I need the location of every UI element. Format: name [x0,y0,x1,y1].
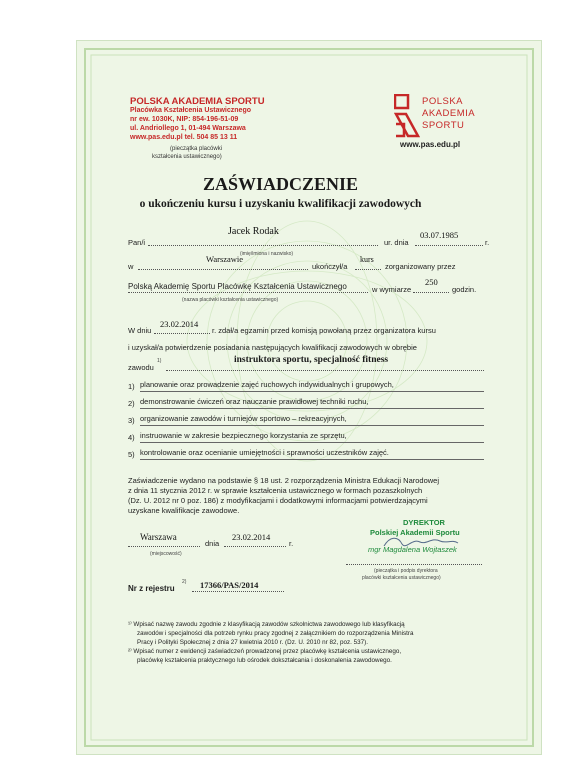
issue-date-prefix: dnia [205,539,220,548]
qualification-line [140,442,484,443]
director-caption-1: (pieczątka i podpis dyrektora [374,568,438,574]
director-title: DYREKTOR [403,518,445,527]
stamp-address: ul. Andriollego 1, 01-494 Warszawa [130,125,246,132]
issue-date-suffix: r. [289,539,294,548]
pas-logo-icon [394,94,420,138]
institution-name: Polską Akademię Sportu Placówkę Kształcenia Ustawicznego [128,282,347,291]
profession-prefix: zawodu [128,363,154,372]
qualification-num: 4) [128,433,135,442]
qualification-text: organizowanie zawodów i turniejów sportowo – rekreacyjnych, [140,414,347,423]
hours-dotted-line [413,292,449,293]
dob-suffix: r. [485,238,490,247]
certificate-title: ZAŚWIADCZENIE [202,174,359,194]
place-type: kurs [360,255,374,264]
stamp-contact: www.pas.edu.pl tel. 504 85 13 11 [130,134,238,141]
exam-line-1: r. zdał/a egzamin przed komisją powołaną przez organizatora kursu [212,326,436,335]
exam-date: 23.02.2014 [160,319,199,329]
stamp-caption-1: (pieczątka placówki [170,146,223,152]
hours-suffix: godzin. [452,285,477,294]
stamp-caption-2: kształcenia ustawicznego) [152,154,222,160]
exam-prefix: W dniu [128,326,152,335]
issue-city: Warszawa [140,532,177,542]
registry-number: 17366/PAS/2014 [200,580,259,590]
name-dotted-line [148,245,378,246]
place-city: Warszawie [206,254,244,264]
stamp-unit: Placówka Kształcenia Ustawicznego [130,107,251,114]
place-prefix: w [128,262,134,271]
qualification-line [140,408,484,409]
dob-prefix: ur. dnia [384,238,409,247]
director-caption-2: placówki kształcenia ustawicznego) [362,575,441,581]
qualification-text: demonstrowanie ćwiczeń oraz nauczanie prawidłowej techniki ruchu, [140,397,369,406]
qualification-text: kontrolowanie oraz ocenianie umiejętności i sprawności uczestników zajęć. [140,448,389,457]
qualification-num: 1) [128,382,135,391]
institution-hours: 250 [425,277,438,287]
qualification-num: 3) [128,416,135,425]
profession-dotted-line [166,370,484,371]
hours-prefix: w wymiarze [372,285,412,294]
footnote-line: ¹⁾ Wpisać nazwę zawodu zgodnie z klasyfikacją zawodów szkolnictwa zawodowego lub klasyfikacją [128,621,405,628]
qualification-num: 5) [128,450,135,459]
qualification-line [140,391,484,392]
completed-text: ukończył/a [312,262,348,271]
logo-line-3: SPORTU [422,120,465,131]
issue-city-caption: (miejscowość) [150,551,182,557]
qualification-line [140,425,484,426]
certificate-subtitle: o ukończeniu kursu i uzyskaniu kwalifikacji zawodowych [139,198,422,210]
dob-dotted-line [415,245,483,246]
stamp-name: POLSKA AKADEMIA SPORTU [130,96,265,107]
stamp-reg: nr ew. 1030K, NIP: 854-196-51-09 [130,116,239,123]
qualification-text: planowanie oraz prowadzenie zajęć ruchowych indywidualnych i grupowych, [140,380,394,389]
basis-line: (Dz. U. 2012 nr 0 poz. 186) z modyfikacjami i dodatkowymi informacjami potwierdzającymi [128,496,428,505]
institution-dotted-line [128,292,368,293]
footnote-line: ²⁾ Wpisać numer z ewidencji zaświadczeń prowadzonej przez placówkę kształcenia ustawicznego, [128,648,402,655]
basis-line: uzyskane kwalifikacje zawodowe. [128,506,240,515]
person-prefix: Pan/i [128,238,146,247]
profession-footnote-ref: 1) [157,358,162,364]
registry-dotted-line [192,591,284,592]
person-dob: 03.07.1985 [420,230,459,240]
basis-line: z dnia 11 stycznia 2012 r. w sprawie kształcenia ustawicznego w formach pozaszkolnych [128,486,423,495]
issue-city-dotted-line [128,546,200,547]
director-name: mgr Magdalena Wojtaszek [368,545,457,554]
logo-url: www.pas.edu.pl [400,140,461,149]
logo-line-2: AKADEMIA [422,108,476,119]
qualification-line [140,459,484,460]
exam-line-2: i uzyskał/a potwierdzenie posiadania następujących kwalifikacji zawodowych w obrębie [128,343,417,352]
registry-label: Nr z rejestru [128,584,175,593]
organized-text: zorganizowany przez [385,262,456,271]
type-dotted-line [355,269,381,270]
exam-date-dotted-line [154,333,210,334]
name-caption: (imię/imiona i nazwisko) [240,251,294,257]
basis-line: Zaświadczenie wydano na podstawie § 18 ust. 2 rozporządzenia Ministra Edukacji Narodowej [128,476,440,485]
qualification-num: 2) [128,399,135,408]
city-dotted-line [138,269,308,270]
qualification-text: instruowanie w zakresie bezpiecznego korzystania ze sprzętu, [140,431,347,440]
footnote-line: placówkę kształcenia praktycznego lub ośrodek dokształcania i doskonalenia zawodowego. [137,657,392,664]
person-name: Jacek Rodak [228,226,279,237]
profession: instruktora sportu, specjalność fitness [234,355,389,365]
footnote-line: Pracy i Polityki Społecznej z dnia 27 kwietnia 2010 r. (Dz. U. 2010 nr 82, poz. 537). [137,639,369,646]
logo-line-1: POLSKA [422,96,464,107]
footnote-line: zawodów i specjalności dla potrzeb rynku pracy zgodnej z załącznikiem do rozporządzenia Ministra [137,630,414,637]
director-org: Polskiej Akademii Sportu [370,528,460,537]
registry-footnote-ref: 2) [182,579,187,585]
issue-date-dotted-line [224,546,286,547]
issue-date: 23.02.2014 [232,532,271,542]
institution-caption: (nazwa placówki kształcenia ustawicznego) [182,297,279,303]
director-dotted-line [346,564,482,565]
